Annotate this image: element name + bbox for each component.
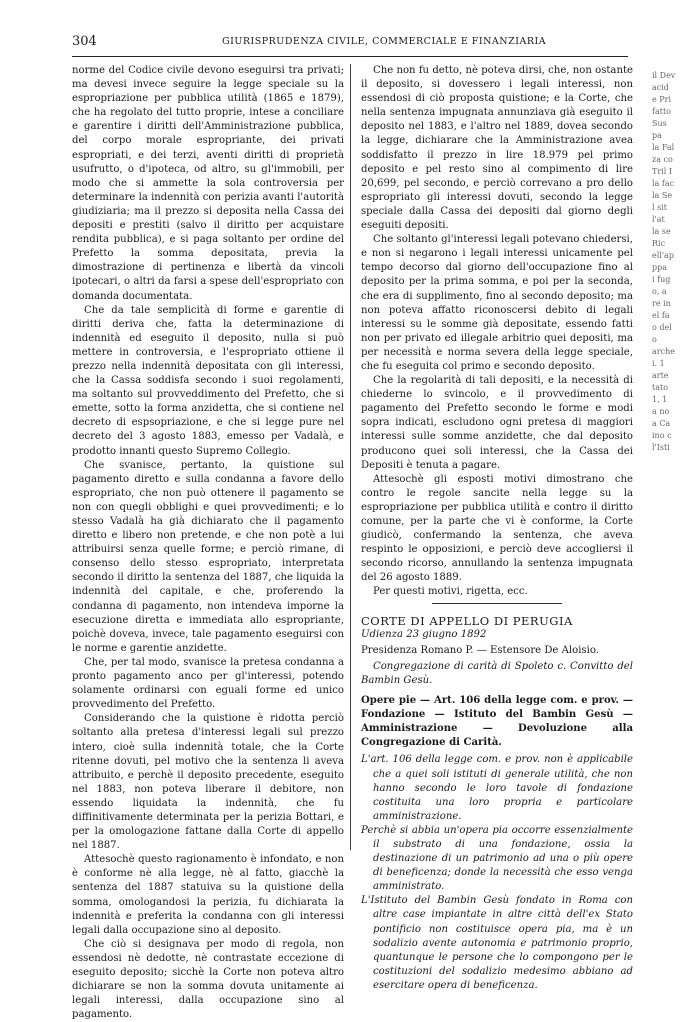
massime [361, 753, 633, 993]
margin-note: il Dev [652, 71, 676, 80]
margin-note: a Ca [652, 419, 671, 428]
margin-note: fatto [652, 107, 671, 116]
margin-note: ppa [652, 263, 668, 272]
margin-note: e Pri [652, 95, 672, 104]
margin-note: re in [652, 299, 671, 308]
paragraph: norme del Codice civile devono eseguirsi tra privati; ma devesi invece seguire la legge speciale su la espropriazione per pubblica utilità (1865 e 1879), che ha regolato del tutto proprie, intese a conciliare e garentire i diritti dell'Amministrazione pubblica, del corpo morale espropriante, dei privati espropriati, e dei terzi, aventi diritti di proprietà usufrutto, o d'ipoteca, od altro, su gl'immobili, per modo che si ammette la sola controversia per determinare la indennità con perizia avanti l'autorità giudiziaria; ma il prezzo si deposita nella Cassa dei depositi e prestiti (salvo il diritto per acquistare rendita pubblica), e si paga soltanto per ordine del Prefetto la somma depositata, previa la dimostrazione di pertinenza e libertà da vincoli ipotecari, o altri da farsi a spese dell'espropriato con domanda documentata. [72, 65, 344, 302]
page-number: 304 [72, 34, 97, 49]
case-headnote: Opere pie — Art. 106 della legge com. e prov. — Fondazione — Istituto del Bambin Gesù — Amministrazione — Devoluzione alla Congregazione di Carità. [361, 695, 633, 749]
massima: L'Istituto del Bambin Gesù fondato in Roma con altre case impiantate in altre città dell'ex Stato pontificio non costituisce opera pia, ma è un sodalizio avente autonomia e patrimonio proprio, quantunque le persone che lo compongono per le costituzioni del sodalizio medesimo abbiano ad esercitare opera di beneficenza. [361, 895, 633, 991]
margin-note: l sit [652, 203, 667, 212]
margin-note: el fa [652, 311, 670, 320]
case-parties: Congregazione di carità di Spoleto c. Convitto del Bambin Gesù. [361, 660, 633, 686]
margin-note: i. 1 [652, 359, 665, 368]
margin-note: la Fal [652, 143, 675, 152]
paragraph: Considerando che la quistione è ridotta perciò soltanto alla pretesa d'interessi legali sul prezzo intero, cioè sulla indennità totale, che la Corte ritenne dovuti, pel motivo che la sentenza li aveva attribuito, e perchè il deposito precedente, eseguito nel 1883, non poteva liberare il debitore, non essendo liquidata la indennità, che fu diffinitivamente determinata per la perizia Bottari, e per la omologazione fattane dalla Corte di appello nel 1887. [72, 713, 344, 852]
court-name: CORTE DI APPELLO DI PERUGIA [361, 613, 573, 628]
margin-note: pa [652, 131, 662, 140]
margin-note: Tril I [652, 167, 672, 176]
margin-note: 1, 1 [652, 395, 668, 404]
massima: Perchè si abbia un'opera pia occorre essenzialmente il substrato di una fondazione, ossia la destinazione di un patrimonio ad una o più opere di beneficenza; donde la necessità che esso venga amministrato. [361, 824, 633, 893]
margin-note: Sus [652, 119, 667, 128]
paragraph: Che svanisce, pertanto, la quistione sul pagamento diretto e sulla condanna a favore dello espropriato, che non può ottenere il pagamento se non con quegli obblighi e quei provvedimenti; e lo stesso Vadalà ha già dichiarato che il pagamento diretto e libero non pretende, e che non potè a lui attribuirsi senza quelle forme; e perciò rimane, di consenso dello stesso espropriato, interpretata secondo il diritto la sentenza del 1887, che liquida la indennità del capitale, e che, proferendo la condanna di pagamento, non intendeva imporne la esecuzione diretta e immediata allo espropriante, poichè doveva, invece, tale pagamento eseguirsi con le norme e garentie anzidette. [72, 459, 344, 654]
paragraph: Che non fu detto, nè poteva dirsi, che, non ostante il deposito, si dovessero i legali interessi, non essendosi di ciò proposta quistione; e la Corte, che nella sentenza impugnata annunziava già eseguito il deposito nel 1883, e l'altro nel 1889, dovea secondo la legge, dichiarare che la Amministrazione avea soddisfatto il prezzo in lire 18.979 pel primo deposito e pel resto sino al compimento di lire 20,699, pel secondo, e perciò correvano a pro dello espropriato gli interessi dovuti, secondo la legge speciale dalla Cassa dei depositi dal giorno degli eseguiti depositi. [361, 65, 633, 232]
section-rule [432, 603, 562, 604]
presidency: Presidenza Romano P. — Estensore De Aloisio. [361, 644, 599, 656]
running-title: GIURISPRUDENZA CIVILE, COMMERCIALE E FINANZIARIA [222, 36, 547, 47]
margin-note: ino c [652, 431, 672, 440]
paragraph: Per questi motivi, rigetta, ecc. [373, 586, 528, 598]
massima: L'art. 106 della legge com. e prov. non è applicabile che a quei soli istituti di generale utilità, che non hanno secondo le loro tavole di fondazione costituita una loro propria e particolare amministrazione. [361, 754, 633, 822]
margin-note: za co [652, 155, 673, 164]
margin-notes [652, 70, 682, 454]
margin-note: o, a [652, 287, 667, 296]
margin-note: la fac [652, 179, 675, 188]
margin-note: i fug [652, 275, 671, 284]
margin-note: o [652, 335, 657, 344]
margin-note: arte [652, 371, 669, 380]
page-header [72, 34, 628, 50]
margin-note: o del [652, 323, 672, 332]
paragraph: Che soltanto gl'interessi legali potevano chiedersi, e non si negarono i legali interessi unicamente pel tempo decorso dal giorno dell'occupazione fino al deposito per la prima somma, e poi per la seconda, che era di supplimento, fino al secondo deposito; ma non poteva affatto riconoscersi debito di legali interessi su le somme già depositate, essendo fatti non per privato ed illegale arbitrio quei depositi, ma per necessità e norma severa della legge speciale, che fu eseguita col primo e secondo deposito. [361, 234, 633, 372]
hearing-date: Udienza 23 giugno 1892 [361, 628, 487, 640]
margin-note: l'Isti [652, 443, 670, 452]
margin-note: ell'ap [652, 251, 674, 260]
header-rule [72, 56, 628, 57]
right-column [361, 64, 633, 993]
column-divider [350, 64, 351, 850]
paragraph: Che ciò si designava per modo di regola, non essendosi nè dedotte, nè contrastate eccezione di eseguito deposito; sicchè la Corte non poteva altro dichiarare se non la somma dovuta unitamente ai legali interessi, dalla occupazione sino al pagamento. [72, 938, 344, 1021]
margin-note: l'at [652, 215, 665, 224]
margin-note: arche [652, 347, 675, 356]
margin-note: la Se [652, 191, 673, 200]
margin-note: acid [652, 83, 669, 92]
paragraph: Attesochè questo ragionamento è infondato, e non è conforme nè alla legge, nè al fatto, giacchè la sentenza del 1887 statuiva su la quistione della somma, omologandosi la perizia, fu dichiarata la indennità e preferita la condanna con gli interessi legali dalla occupazione sino al deposito. [72, 854, 344, 936]
left-column [72, 64, 344, 1022]
margin-note: Ric [652, 239, 666, 248]
paragraph: Che, per tal modo, svanisce la pretesa condanna a pronto pagamento anco per gl'interessi, potendo solamente ordinarsi con eguali forme ed unico provvedimento del Prefetto. [72, 656, 344, 711]
margin-note: tato [652, 383, 669, 392]
paragraph: Attesochè gli esposti motivi dimostrano che contro le regole sancite nella legge su la espropriazione per pubblica utilità e contro il diritto comune, per la parte che vi è conforme, la Corte giudicò, confermando la sentenza, che aveva respinto le opposizioni, e perciò deve accogliersi il secondo ricorso, annullando la sentenza impugnata del 26 agosto 1889. [361, 473, 633, 584]
margin-note: a no [652, 407, 670, 416]
paragraph: Che la regolarità di tali depositi, e la necessità di chiederne lo svincolo, e il provvedimento di pagamento del Prefetto secondo le forme e modi sopra indicati, escludono ogni pretesa di maggiori interessi sulle somme anzidette, che dal deposito producono quei soli interessi, che la Cassa dei Depositi è tenuta a pagare. [361, 375, 633, 471]
margin-note: la se [652, 227, 671, 236]
paragraph: Che da tale semplicità di forme e garentie di diritti deriva che, fatta la determinazione di indennità ed eseguito il deposito, nulla si può mettere in controversia, e l'espropriato ottiene il prezzo nella indennità depositata con gli interessi, che la Cassa soddisfa secondo i suoi regolamenti, ma soltanto sul provveddimento del Prefetto, che si emette, sotto la forma anzidetta, che si contiene nel decreto di espsopriazione, e che si legge pure nel decreto del 3 agosto 1883, emesso per Vadalà, e prodotto innanti questo Supremo Collegio. [72, 304, 344, 457]
